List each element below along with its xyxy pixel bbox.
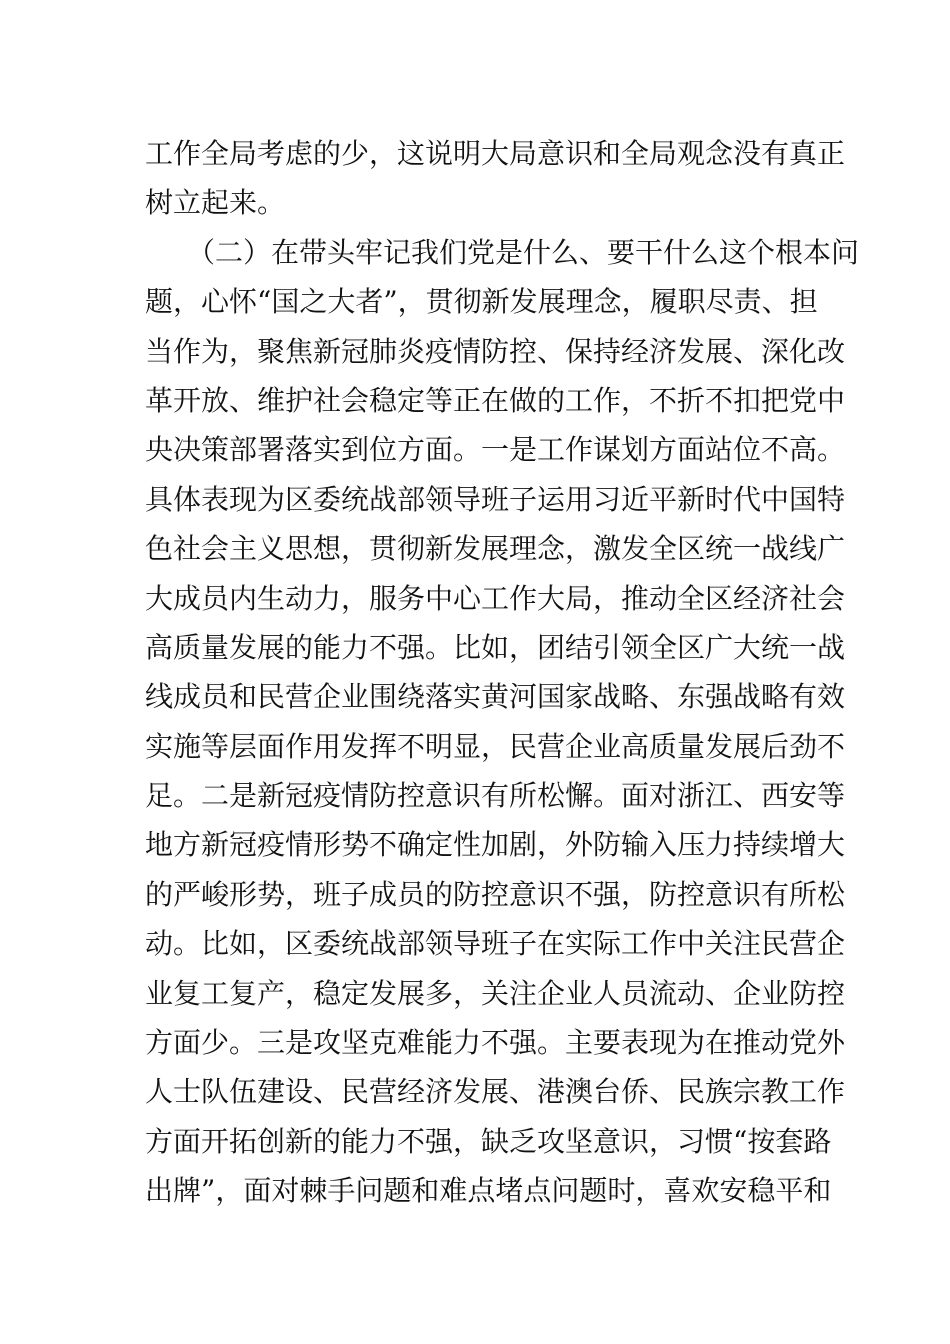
text-line: 革开放、维护社会稳定等正在做的工作，不折不扣把党中 xyxy=(145,383,846,417)
text-line: 出牌”，面对棘手问题和难点堵点问题时，喜欢安稳平和 xyxy=(145,1174,832,1208)
text-line: 方面开拓创新的能力不强，缺乏攻坚意识，习惯“按套路 xyxy=(145,1124,832,1158)
text-line: 足。二是新冠疫情防控意识有所松懈。面对浙江、西安等 xyxy=(145,779,846,813)
text-line: 色社会主义思想，贯彻新发展理念，激发全区统一战线广 xyxy=(145,532,846,566)
text-line: （二）在带头牢记我们党是什么、要干什么这个根本问 xyxy=(145,235,860,269)
text-line: 实施等层面作用发挥不明显，民营企业高质量发展后劲不 xyxy=(145,729,846,763)
text-line: 树立起来。 xyxy=(145,186,286,220)
text-line: 题，心怀“国之大者”，贯彻新发展理念，履职尽责、担 xyxy=(145,285,818,319)
text-line: 具体表现为区委统战部领导班子运用习近平新时代中国特 xyxy=(145,482,846,516)
text-line: 方面少。三是攻坚克难能力不强。主要表现为在推动党外 xyxy=(145,1026,846,1060)
text-line: 动。比如，区委统战部领导班子在实际工作中关注民营企 xyxy=(145,927,846,961)
text-line: 当作为，聚焦新冠肺炎疫情防控、保持经济发展、深化改 xyxy=(145,334,846,368)
text-line: 人士队伍建设、民营经济发展、港澳台侨、民族宗教工作 xyxy=(145,1075,846,1109)
text-line: 高质量发展的能力不强。比如，团结引领全区广大统一战 xyxy=(145,630,846,664)
text-line: 工作全局考虑的少，这说明大局意识和全局观念没有真正 xyxy=(145,137,846,170)
text-line: 业复工复产，稳定发展多，关注企业人员流动、企业防控 xyxy=(145,976,846,1010)
text-line: 的严峻形势，班子成员的防控意识不强，防控意识有所松 xyxy=(145,877,846,911)
text-line: 大成员内生动力，服务中心工作大局，推动全区经济社会 xyxy=(145,581,846,615)
text-line: 线成员和民营企业围绕落实黄河国家战略、东强战略有效 xyxy=(145,680,846,714)
text-line: 地方新冠疫情形势不确定性加剧，外防输入压力持续增大 xyxy=(145,828,846,862)
text-line: 央决策部署落实到位方面。一是工作谋划方面站位不高。 xyxy=(145,433,846,467)
body-text xyxy=(145,129,860,1216)
